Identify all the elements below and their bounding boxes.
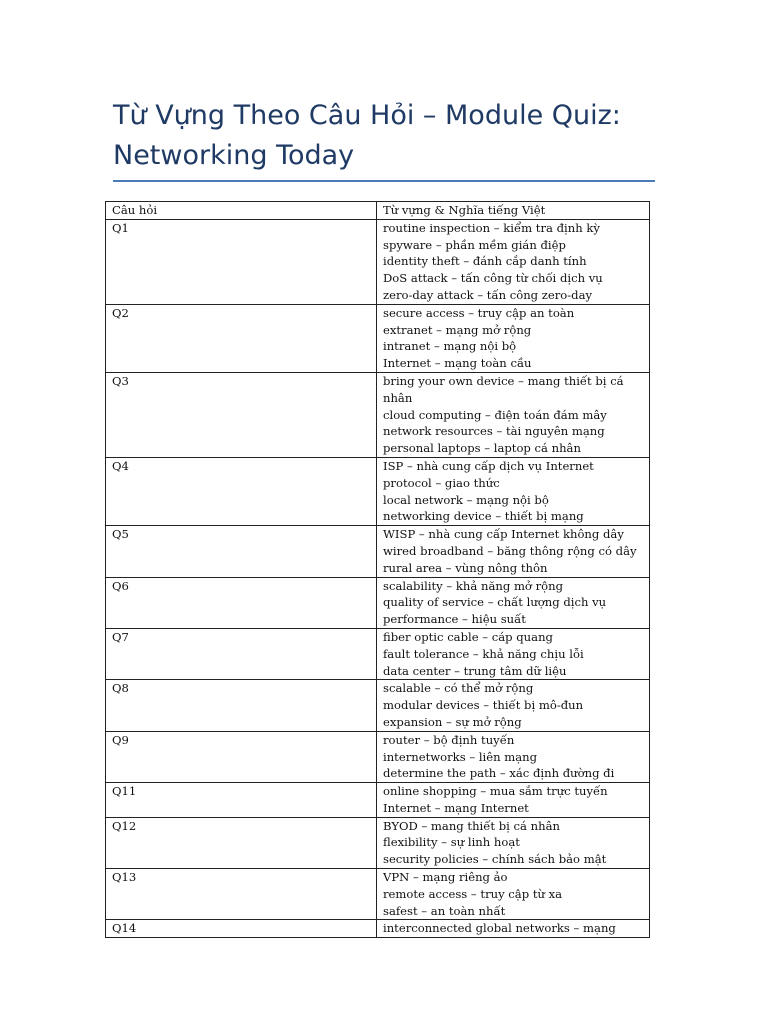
vocabulary-entry: Internet – mạng Internet — [383, 800, 529, 815]
vocabulary-entry: flexibility – sự linh hoạt — [383, 835, 520, 850]
question-cell: Q2 — [106, 304, 377, 372]
vocabulary-entry: determine the path – xác định đường đi — [383, 766, 615, 781]
title-underline — [113, 180, 655, 182]
vocabulary-cell — [377, 372, 650, 457]
vocabulary-entry: local network – mạng nội bộ — [383, 492, 549, 507]
header-vocabulary: Từ vựng & Nghĩa tiếng Việt — [377, 202, 650, 220]
question-cell: Q7 — [106, 628, 377, 679]
vocabulary-table — [105, 201, 650, 938]
question-cell: Q3 — [106, 372, 377, 457]
vocabulary-entry: bring your own device – mang thiết bị cá nhân — [383, 373, 624, 405]
question-cell: Q11 — [106, 783, 377, 818]
vocabulary-cell — [377, 457, 650, 525]
vocabulary-entry: Internet – mạng toàn cầu — [383, 356, 532, 371]
vocabulary-entry: ISP – nhà cung cấp dịch vụ Internet — [383, 458, 594, 473]
table-row — [106, 219, 650, 304]
table-row — [106, 628, 650, 679]
vocabulary-entry: DoS attack – tấn công từ chối dịch vụ — [383, 271, 603, 286]
vocabulary-entry: protocol – giao thức — [383, 475, 500, 490]
vocabulary-entry: performance – hiệu suất — [383, 612, 526, 627]
vocabulary-entry: modular devices – thiết bị mô-đun — [383, 698, 584, 713]
vocabulary-entry: scalable – có thể mở rộng — [383, 681, 534, 696]
vocabulary-entry: VPN – mạng riêng ảo — [383, 870, 508, 885]
vocabulary-entry: cloud computing – điện toán đám mây — [383, 407, 607, 422]
table-row — [106, 526, 650, 577]
question-cell: Q14 — [106, 920, 377, 938]
vocabulary-entry: wired broadband – băng thông rộng có dây — [383, 543, 637, 558]
vocabulary-entry: WISP – nhà cung cấp Internet không dây — [383, 527, 624, 542]
vocabulary-entry: router – bộ định tuyến — [383, 732, 515, 747]
vocabulary-cell — [377, 731, 650, 782]
vocabulary-entry: internetworks – liên mạng — [383, 749, 538, 764]
vocabulary-cell — [377, 219, 650, 304]
vocabulary-entry: fault tolerance – khả năng chịu lỗi — [383, 646, 584, 661]
vocabulary-entry: expansion – sự mở rộng — [383, 714, 522, 729]
vocabulary-entry: security policies – chính sách bảo mật — [383, 852, 607, 867]
vocabulary-entry: remote access – truy cập từ xa — [383, 886, 563, 901]
question-cell: Q9 — [106, 731, 377, 782]
vocabulary-entry: safest – an toàn nhất — [383, 903, 506, 918]
question-cell: Q12 — [106, 817, 377, 868]
header-question: Câu hỏi — [106, 202, 377, 220]
table-row — [106, 680, 650, 731]
vocabulary-entry: network resources – tài nguyên mạng — [383, 424, 605, 439]
vocabulary-cell — [377, 526, 650, 577]
vocabulary-entry: quality of service – chất lượng dịch vụ — [383, 595, 607, 610]
question-cell: Q5 — [106, 526, 377, 577]
question-cell: Q6 — [106, 577, 377, 628]
vocabulary-entry: zero-day attack – tấn công zero-day — [383, 287, 593, 302]
vocabulary-entry: extranet – mạng mở rộng — [383, 322, 532, 337]
vocabulary-entry: personal laptops – laptop cá nhân — [383, 441, 581, 456]
table-row — [106, 783, 650, 818]
vocabulary-cell — [377, 577, 650, 628]
vocabulary-cell — [377, 869, 650, 920]
vocabulary-cell — [377, 680, 650, 731]
vocabulary-entry: online shopping – mua sắm trực tuyến — [383, 784, 608, 799]
vocabulary-entry: identity theft – đánh cắp danh tính — [383, 254, 587, 269]
vocabulary-entry: interconnected global networks – mạng — [383, 921, 616, 936]
vocabulary-entry: secure access – truy cập an toàn — [383, 305, 575, 320]
vocabulary-entry: scalability – khả năng mở rộng — [383, 578, 564, 593]
vocabulary-cell — [377, 304, 650, 372]
table-row — [106, 869, 650, 920]
vocabulary-entry: spyware – phần mềm gián điệp — [383, 237, 566, 252]
table-row — [106, 577, 650, 628]
vocabulary-entry: BYOD – mang thiết bị cá nhân — [383, 818, 560, 833]
vocabulary-entry: intranet – mạng nội bộ — [383, 339, 517, 354]
table-row — [106, 817, 650, 868]
table-header-row — [106, 202, 650, 220]
vocabulary-entry: fiber optic cable – cáp quang — [383, 629, 553, 644]
table-row — [106, 920, 650, 938]
vocabulary-cell — [377, 817, 650, 868]
vocabulary-cell — [377, 628, 650, 679]
vocabulary-table-body — [106, 202, 650, 938]
vocabulary-cell — [377, 920, 650, 938]
page-title: Từ Vựng Theo Câu Hỏi – Module Quiz: Networking Today — [113, 100, 621, 171]
vocabulary-entry: rural area – vùng nông thôn — [383, 560, 548, 575]
vocabulary-entry: data center – trung tâm dữ liệu — [383, 663, 567, 678]
vocabulary-cell — [377, 783, 650, 818]
table-row — [106, 304, 650, 372]
vocabulary-entry: routine inspection – kiểm tra định kỳ — [383, 220, 600, 235]
question-cell: Q4 — [106, 457, 377, 525]
question-cell: Q8 — [106, 680, 377, 731]
vocabulary-entry: networking device – thiết bị mạng — [383, 509, 584, 524]
table-row — [106, 457, 650, 525]
question-cell: Q13 — [106, 869, 377, 920]
table-row — [106, 372, 650, 457]
table-row — [106, 731, 650, 782]
question-cell: Q1 — [106, 219, 377, 304]
